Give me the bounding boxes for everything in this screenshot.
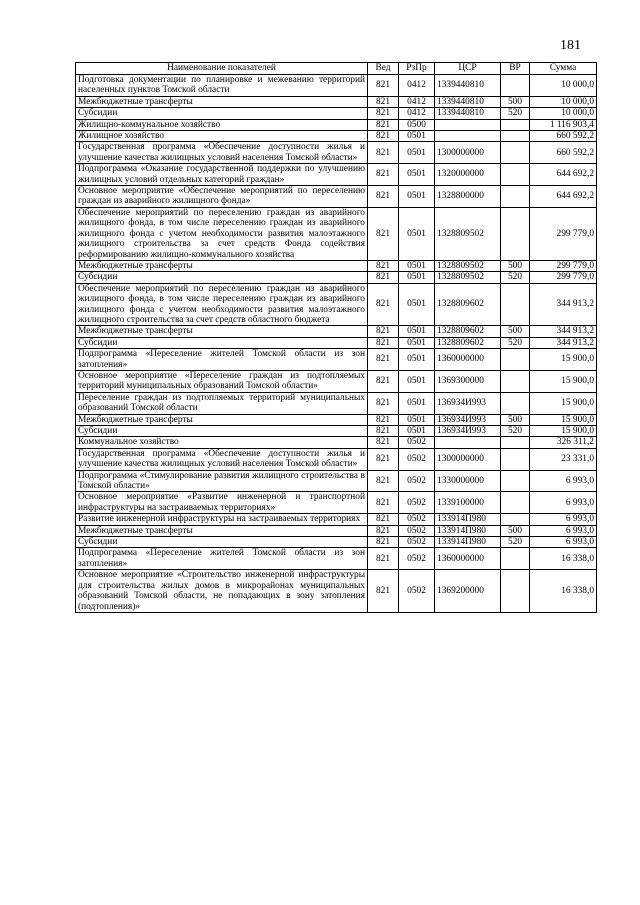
cell-rzpr: 0502	[399, 448, 435, 470]
cell-rzpr: 0502	[399, 548, 435, 570]
cell-sum: 1 116 903,4	[530, 119, 597, 130]
cell-vr	[501, 186, 530, 208]
cell-csr: 1300000000	[435, 142, 501, 164]
cell-rzpr: 0501	[399, 272, 435, 283]
table-row	[76, 448, 597, 470]
table-row	[76, 186, 597, 208]
cell-ved: 821	[368, 370, 399, 392]
cell-vr	[501, 164, 530, 186]
cell-ved: 821	[368, 426, 399, 437]
cell-vr: 520	[501, 337, 530, 348]
cell-csr: 1369300000	[435, 370, 501, 392]
table-row	[76, 514, 597, 525]
cell-rzpr: 0412	[399, 75, 435, 97]
cell-csr: 1328809502	[435, 272, 501, 283]
cell-name: Подпрограмма «Оказание государственной поддержки по улучшению жилищных условий отдельных категорий граждан»	[76, 164, 368, 186]
cell-name: Обеспечение мероприятий по переселению граждан из аварийного жилищного фонда, в том числе переселению граждан из аварийного жилищного фонда с учетом необходимости развития малоэтажного жилищного строительства за счет средств областного бюджета	[76, 283, 368, 326]
cell-sum: 10 000,0	[530, 75, 597, 97]
cell-sum: 299 779,0	[530, 260, 597, 271]
cell-rzpr: 0502	[399, 570, 435, 613]
cell-csr: 1339100000	[435, 492, 501, 514]
cell-name: Основное мероприятие «Развитие инженерной и транспортной инфраструктуры на застраиваемых территориях»	[76, 492, 368, 514]
cell-rzpr: 0412	[399, 96, 435, 107]
table-row	[76, 426, 597, 437]
header-sum: Сумма	[530, 63, 597, 75]
cell-ved: 821	[368, 525, 399, 536]
cell-name: Подпрограмма «Переселение жителей Томской области из зон затопления»	[76, 349, 368, 371]
table-row	[76, 392, 597, 414]
cell-rzpr: 0500	[399, 119, 435, 130]
cell-csr: 1360000000	[435, 548, 501, 570]
cell-vr	[501, 142, 530, 164]
cell-csr: 1320000000	[435, 164, 501, 186]
table-row	[76, 492, 597, 514]
cell-vr: 520	[501, 426, 530, 437]
cell-ved: 821	[368, 108, 399, 119]
cell-ved: 821	[368, 283, 399, 326]
table-row	[76, 207, 597, 260]
cell-ved: 821	[368, 272, 399, 283]
cell-csr: 1328809502	[435, 260, 501, 271]
cell-name: Межбюджетные трансферты	[76, 260, 368, 271]
cell-csr: 133914П980	[435, 514, 501, 525]
cell-name: Жилищное хозяйство	[76, 131, 368, 142]
cell-ved: 821	[368, 414, 399, 425]
cell-name: Подпрограмма «Стимулирование развития жилищного строительства в Томской области»	[76, 470, 368, 492]
cell-vr: 500	[501, 525, 530, 536]
cell-ved: 821	[368, 337, 399, 348]
cell-name: Субсидии	[76, 426, 368, 437]
cell-sum: 16 338,0	[530, 570, 597, 613]
cell-ved: 821	[368, 260, 399, 271]
cell-name: Подпрограмма «Переселение жителей Томской области из зон затопления»	[76, 548, 368, 570]
table-row	[76, 75, 597, 97]
cell-rzpr: 0502	[399, 492, 435, 514]
table-row	[76, 164, 597, 186]
cell-name: Развитие инженерной инфраструктуры на застраиваемых территориях	[76, 514, 368, 525]
cell-ved: 821	[368, 142, 399, 164]
cell-ved: 821	[368, 448, 399, 470]
cell-vr: 500	[501, 260, 530, 271]
cell-vr	[501, 514, 530, 525]
cell-name: Жилищно-коммунальное хозяйство	[76, 119, 368, 130]
cell-rzpr: 0501	[399, 142, 435, 164]
cell-vr	[501, 470, 530, 492]
cell-rzpr: 0502	[399, 437, 435, 448]
cell-vr	[501, 283, 530, 326]
table-row	[76, 525, 597, 536]
table-row	[76, 260, 597, 271]
cell-csr: 1330000000	[435, 470, 501, 492]
cell-vr: 500	[501, 326, 530, 337]
cell-sum: 23 331,0	[530, 448, 597, 470]
cell-csr	[435, 437, 501, 448]
cell-vr: 500	[501, 414, 530, 425]
cell-sum: 15 900,0	[530, 370, 597, 392]
cell-rzpr: 0501	[399, 370, 435, 392]
cell-name: Субсидии	[76, 337, 368, 348]
cell-sum: 299 779,0	[530, 272, 597, 283]
cell-sum: 10 000,0	[530, 108, 597, 119]
cell-sum: 344 913,2	[530, 337, 597, 348]
cell-ved: 821	[368, 326, 399, 337]
cell-ved: 821	[368, 131, 399, 142]
cell-csr: 136934И993	[435, 426, 501, 437]
cell-ved: 821	[368, 537, 399, 548]
cell-csr	[435, 131, 501, 142]
cell-csr: 1339440810	[435, 108, 501, 119]
cell-csr: 1328809602	[435, 337, 501, 348]
cell-sum: 644 692,2	[530, 164, 597, 186]
cell-vr	[501, 392, 530, 414]
table-row	[76, 470, 597, 492]
cell-vr	[501, 131, 530, 142]
cell-csr: 1360000000	[435, 349, 501, 371]
cell-rzpr: 0501	[399, 186, 435, 208]
header-vr: ВР	[501, 63, 530, 75]
cell-csr: 1339440810	[435, 75, 501, 97]
cell-csr: 1328809502	[435, 207, 501, 260]
table-row	[76, 272, 597, 283]
cell-rzpr: 0501	[399, 392, 435, 414]
cell-name: Подготовка документации по планировке и межеванию территорий населенных пунктов Томской области	[76, 75, 368, 97]
cell-sum: 299 779,0	[530, 207, 597, 260]
cell-name: Переселение граждан из подтопляемых территорий муниципальных образований Томской области	[76, 392, 368, 414]
cell-ved: 821	[368, 470, 399, 492]
cell-ved: 821	[368, 164, 399, 186]
cell-rzpr: 0502	[399, 514, 435, 525]
cell-csr: 136934И993	[435, 392, 501, 414]
table-row	[76, 283, 597, 326]
cell-ved: 821	[368, 392, 399, 414]
table-row	[76, 437, 597, 448]
header-csr: ЦСР	[435, 63, 501, 75]
cell-sum: 660 592,2	[530, 131, 597, 142]
header-ved: Вед	[368, 63, 399, 75]
cell-sum: 15 900,0	[530, 392, 597, 414]
table-row	[76, 570, 597, 613]
table-row	[76, 131, 597, 142]
cell-csr: 133914П980	[435, 525, 501, 536]
cell-vr	[501, 370, 530, 392]
cell-csr: 1328809602	[435, 283, 501, 326]
cell-sum: 6 993,0	[530, 470, 597, 492]
cell-sum: 644 692,2	[530, 186, 597, 208]
cell-ved: 821	[368, 548, 399, 570]
cell-rzpr: 0501	[399, 207, 435, 260]
cell-name: Государственная программа «Обеспечение доступности жилья и улучшение качества жилищных условий населения Томской области»	[76, 448, 368, 470]
table-row	[76, 414, 597, 425]
cell-name: Межбюджетные трансферты	[76, 414, 368, 425]
table-body	[76, 75, 597, 613]
cell-name: Обеспечение мероприятий по переселению граждан из аварийного жилищного фонда, в том числе переселению граждан из аварийного жилищного фонда с учетом необходимости развития малоэтажного жилищного строительства за счет средств Фонда содействия реформированию жилищно-коммунального хозяйства	[76, 207, 368, 260]
cell-vr	[501, 349, 530, 371]
cell-ved: 821	[368, 492, 399, 514]
cell-name: Субсидии	[76, 272, 368, 283]
cell-vr: 520	[501, 108, 530, 119]
cell-rzpr: 0501	[399, 426, 435, 437]
cell-vr: 520	[501, 272, 530, 283]
cell-name: Межбюджетные трансферты	[76, 96, 368, 107]
cell-csr: 1328809602	[435, 326, 501, 337]
cell-name: Основное мероприятие «Переселение граждан из подтопляемых территорий муниципальных образований Томской области»	[76, 370, 368, 392]
cell-rzpr: 0501	[399, 164, 435, 186]
cell-vr	[501, 548, 530, 570]
cell-ved: 821	[368, 570, 399, 613]
header-name: Наименование показателей	[76, 63, 368, 75]
cell-vr	[501, 570, 530, 613]
cell-ved: 821	[368, 186, 399, 208]
cell-rzpr: 0502	[399, 470, 435, 492]
cell-rzpr: 0501	[399, 131, 435, 142]
cell-csr: 1369200000	[435, 570, 501, 613]
cell-csr	[435, 119, 501, 130]
cell-vr	[501, 75, 530, 97]
table-header-row	[76, 63, 597, 75]
table-row	[76, 337, 597, 348]
cell-csr: 1300000000	[435, 448, 501, 470]
cell-ved: 821	[368, 514, 399, 525]
table-row	[76, 548, 597, 570]
cell-name: Государственная программа «Обеспечение доступности жилья и улучшение качества жилищных условий населения Томской области»	[76, 142, 368, 164]
table-row	[76, 370, 597, 392]
cell-sum: 15 900,0	[530, 426, 597, 437]
cell-ved: 821	[368, 349, 399, 371]
table-row	[76, 142, 597, 164]
cell-vr	[501, 207, 530, 260]
cell-rzpr: 0501	[399, 349, 435, 371]
cell-sum: 6 993,0	[530, 525, 597, 536]
cell-vr: 500	[501, 96, 530, 107]
cell-rzpr: 0501	[399, 326, 435, 337]
cell-csr: 133914П980	[435, 537, 501, 548]
table-row	[76, 326, 597, 337]
cell-rzpr: 0502	[399, 525, 435, 536]
cell-sum: 344 913,2	[530, 283, 597, 326]
cell-ved: 821	[368, 96, 399, 107]
page-number: 181	[560, 38, 581, 53]
table-row	[76, 108, 597, 119]
cell-vr	[501, 437, 530, 448]
cell-name: Субсидии	[76, 537, 368, 548]
cell-rzpr: 0501	[399, 414, 435, 425]
cell-sum: 344 913,2	[530, 326, 597, 337]
cell-ved: 821	[368, 119, 399, 130]
cell-rzpr: 0412	[399, 108, 435, 119]
cell-ved: 821	[368, 75, 399, 97]
cell-sum: 6 993,0	[530, 514, 597, 525]
cell-ved: 821	[368, 207, 399, 260]
cell-name: Основное мероприятие «Обеспечение мероприятий по переселению граждан из аварийного жилищного фонда»	[76, 186, 368, 208]
cell-rzpr: 0501	[399, 260, 435, 271]
cell-sum: 660 592,2	[530, 142, 597, 164]
cell-vr	[501, 448, 530, 470]
cell-name: Субсидии	[76, 108, 368, 119]
table-row	[76, 537, 597, 548]
table-row	[76, 96, 597, 107]
cell-vr	[501, 492, 530, 514]
cell-rzpr: 0501	[399, 283, 435, 326]
cell-vr	[501, 119, 530, 130]
cell-sum: 326 311,2	[530, 437, 597, 448]
cell-ved: 821	[368, 437, 399, 448]
cell-csr: 136934И993	[435, 414, 501, 425]
cell-vr: 520	[501, 537, 530, 548]
cell-rzpr: 0501	[399, 337, 435, 348]
cell-csr: 1339440810	[435, 96, 501, 107]
cell-sum: 10 000,0	[530, 96, 597, 107]
cell-name: Основное мероприятие «Строительство инженерной инфраструктуры для строительства жилых домов в микрорайонах муниципальных образований Томской области, не попадающих в зону затопления (подтопления)»	[76, 570, 368, 613]
cell-sum: 15 900,0	[530, 349, 597, 371]
cell-name: Межбюджетные трансферты	[76, 326, 368, 337]
cell-sum: 6 993,0	[530, 492, 597, 514]
cell-csr: 1328800000	[435, 186, 501, 208]
cell-name: Коммунальное хозяйство	[76, 437, 368, 448]
cell-rzpr: 0502	[399, 537, 435, 548]
table-row	[76, 119, 597, 130]
header-rzpr: РзПр	[399, 63, 435, 75]
cell-sum: 15 900,0	[530, 414, 597, 425]
table-row	[76, 349, 597, 371]
budget-table	[75, 62, 597, 613]
cell-name: Межбюджетные трансферты	[76, 525, 368, 536]
cell-sum: 16 338,0	[530, 548, 597, 570]
cell-sum: 6 993,0	[530, 537, 597, 548]
